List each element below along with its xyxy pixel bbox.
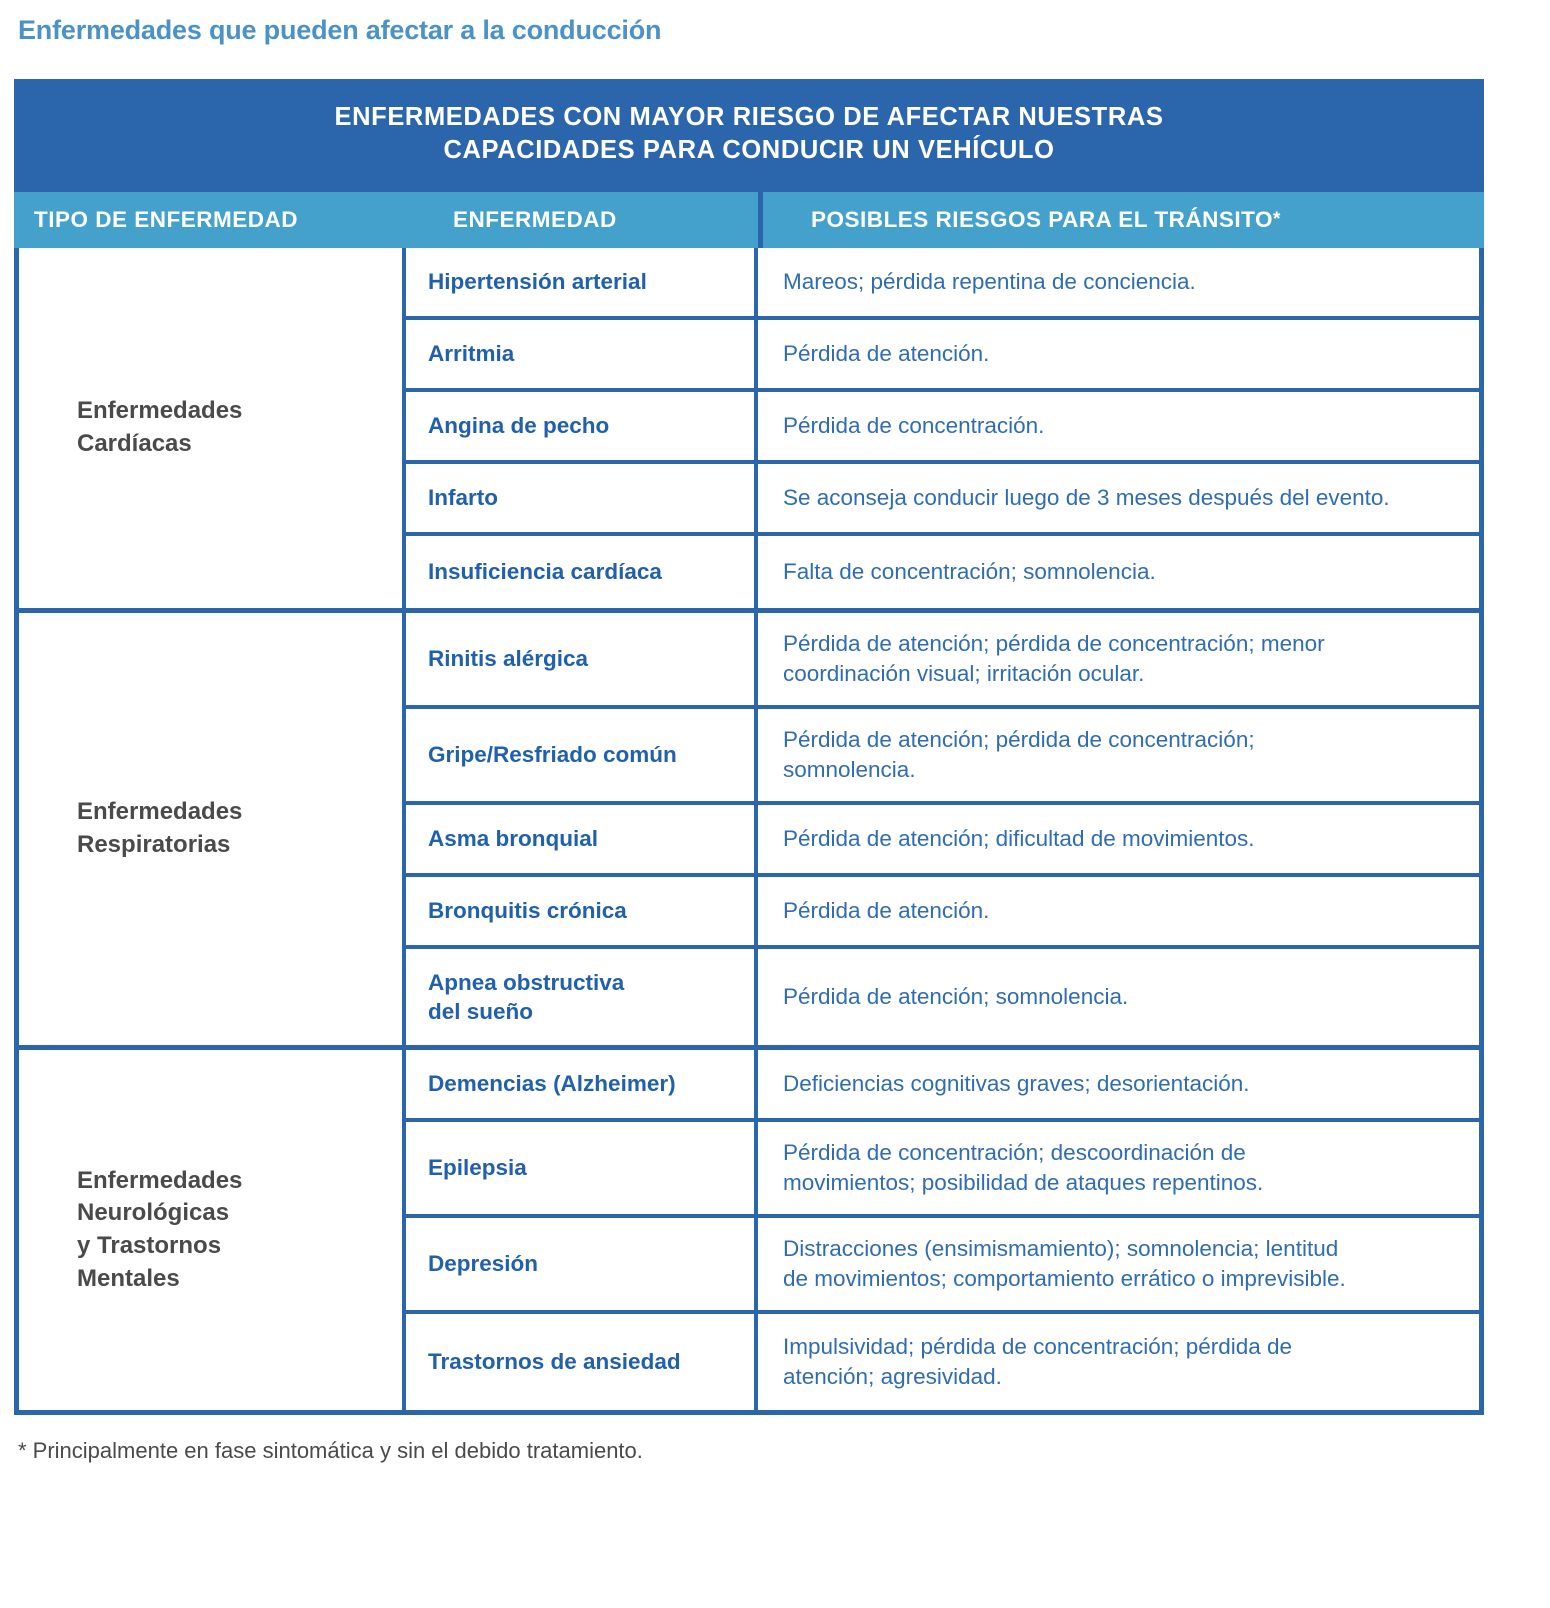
table-banner-line-1: ENFERMEDADES CON MAYOR RIESGO DE AFECTAR NUESTRAS [334,102,1164,131]
risk-line-2: coordinación visual; irritación ocular. [783,661,1145,686]
cell-risk [758,320,1479,388]
table-row [406,1314,1479,1410]
disease-line-1: Arritmia [428,341,515,367]
section-type-line-4: Mentales [77,1264,180,1292]
table-column-headers [14,192,1484,248]
section-type-line-2: Respiratorias [77,831,231,858]
cell-risk [758,805,1479,873]
disease-line-1: Epilepsia [428,1155,527,1181]
risk-line-1: Impulsividad; pérdida de concentración; pérdida de [783,1334,1293,1360]
disease-line-1: Asma bronquial [428,826,599,852]
cell-risk [758,536,1479,608]
section-type-line-1: Enfermedades [77,798,243,826]
section-type-line-1: Enfermedades [77,397,243,425]
table-row [406,320,1479,392]
table-row [406,1050,1479,1122]
cell-risk [758,1050,1479,1118]
risk-line-1: Distracciones (ensimismamiento); somnolencia; lentitud [783,1236,1339,1262]
risk-line-1: Pérdida de concentración; descoordinación de [783,1140,1246,1166]
section-type-label [19,613,406,1045]
risk-line-1: Mareos; pérdida repentina de conciencia. [783,269,1196,295]
cell-disease [406,805,758,873]
table-section-respiratorias [19,613,1479,1050]
risk-line-1: Deficiencias cognitivas graves; desorientación. [783,1071,1250,1097]
cell-disease [406,392,758,460]
risk-line-2: atención; agresividad. [783,1364,1002,1389]
cell-risk [758,1218,1479,1310]
risk-line-1: Falta de concentración; somnolencia. [783,559,1156,585]
risk-line-1: Pérdida de atención; pérdida de concentración; [783,727,1255,753]
table-section-neurologicas [19,1050,1479,1410]
table-banner-line-2: CAPACIDADES PARA CONDUCIR UN VEHÍCULO [443,136,1055,165]
cell-disease [406,1218,758,1310]
disease-line-1: Depresión [428,1251,539,1277]
risk-line-1: Pérdida de atención; dificultad de movimientos. [783,826,1255,852]
disease-line-1: Trastornos de ansiedad [428,1349,681,1375]
disease-line-1: Angina de pecho [428,413,610,439]
section-rows [406,613,1479,1045]
column-header-risk: POSIBLES RIESGOS PARA EL TRÁNSITO * [763,192,1484,248]
table-row [406,464,1479,536]
cell-disease [406,320,758,388]
disease-line-1: Insuficiencia cardíaca [428,559,662,585]
disease-line-1: Rinitis alérgica [428,646,589,672]
diseases-table [14,79,1484,1415]
risk-line-1: Pérdida de atención; somnolencia. [783,984,1129,1010]
section-type-line-2: Neurológicas [77,1199,230,1227]
table-row [406,1218,1479,1314]
cell-disease [406,877,758,945]
cell-disease [406,949,758,1045]
section-type-label [19,248,406,608]
section-type-line-3: y Trastornos [77,1232,222,1259]
column-header-risk-label: POSIBLES RIESGOS PARA EL TRÁNSITO [811,207,1273,232]
cell-disease [406,1122,758,1214]
column-header-type: TIPO DE ENFERMEDAD [14,192,406,248]
table-footnote: * Principalmente en fase sintomática y sin el debido tratamiento. [18,1438,643,1463]
table-row [406,709,1479,805]
table-row [406,392,1479,464]
cell-risk [758,949,1479,1045]
cell-risk [758,709,1479,801]
cell-disease [406,536,758,608]
disease-line-1: Apnea obstructiva [428,969,625,995]
cell-disease [406,1050,758,1118]
page-title: Enfermedades que pueden afectar a la conducción [18,15,662,45]
section-rows [406,1050,1479,1410]
cell-disease [406,613,758,705]
section-type-line-2: Cardíacas [77,430,192,457]
cell-risk [758,1122,1479,1214]
cell-disease [406,1314,758,1410]
cell-risk [758,877,1479,945]
risk-line-2: de movimientos; comportamiento errático o imprevisible. [783,1266,1346,1291]
disease-line-1: Demencias (Alzheimer) [428,1071,676,1097]
table-row [406,248,1479,320]
section-rows [406,248,1479,608]
section-type-line-1: Enfermedades [77,1166,243,1194]
disease-line-1: Hipertensión arterial [428,269,647,295]
disease-line-1: Gripe/Resfriado común [428,742,677,768]
cell-disease [406,709,758,801]
risk-line-2: somnolencia. [783,757,916,782]
risk-line-1: Pérdida de atención. [783,898,990,924]
risk-line-1: Pérdida de atención; pérdida de concentración; menor [783,631,1325,657]
risk-line-1: Se aconseja conducir luego de 3 meses después del evento. [783,485,1390,511]
table-row [406,949,1479,1045]
cell-disease [406,464,758,532]
cell-risk [758,613,1479,705]
table-row [406,877,1479,949]
cell-risk [758,464,1479,532]
section-type-label [19,1050,406,1410]
risk-line-1: Pérdida de concentración. [783,413,1045,439]
disease-line-1: Infarto [428,485,498,511]
risk-line-2: movimientos; posibilidad de ataques repentinos. [783,1170,1264,1195]
disease-line-1: Bronquitis crónica [428,898,627,924]
cell-risk [758,248,1479,316]
table-row [406,536,1479,608]
disease-line-2: del sueño [428,999,534,1024]
risk-line-1: Pérdida de atención. [783,341,990,367]
table-row [406,805,1479,877]
table-row [406,1122,1479,1218]
table-body [14,248,1484,1415]
cell-risk [758,392,1479,460]
table-section-cardiacas [19,248,1479,613]
cell-disease [406,248,758,316]
table-row [406,613,1479,709]
cell-risk [758,1314,1479,1410]
column-header-disease: ENFERMEDAD [406,192,758,248]
table-banner [14,79,1484,192]
